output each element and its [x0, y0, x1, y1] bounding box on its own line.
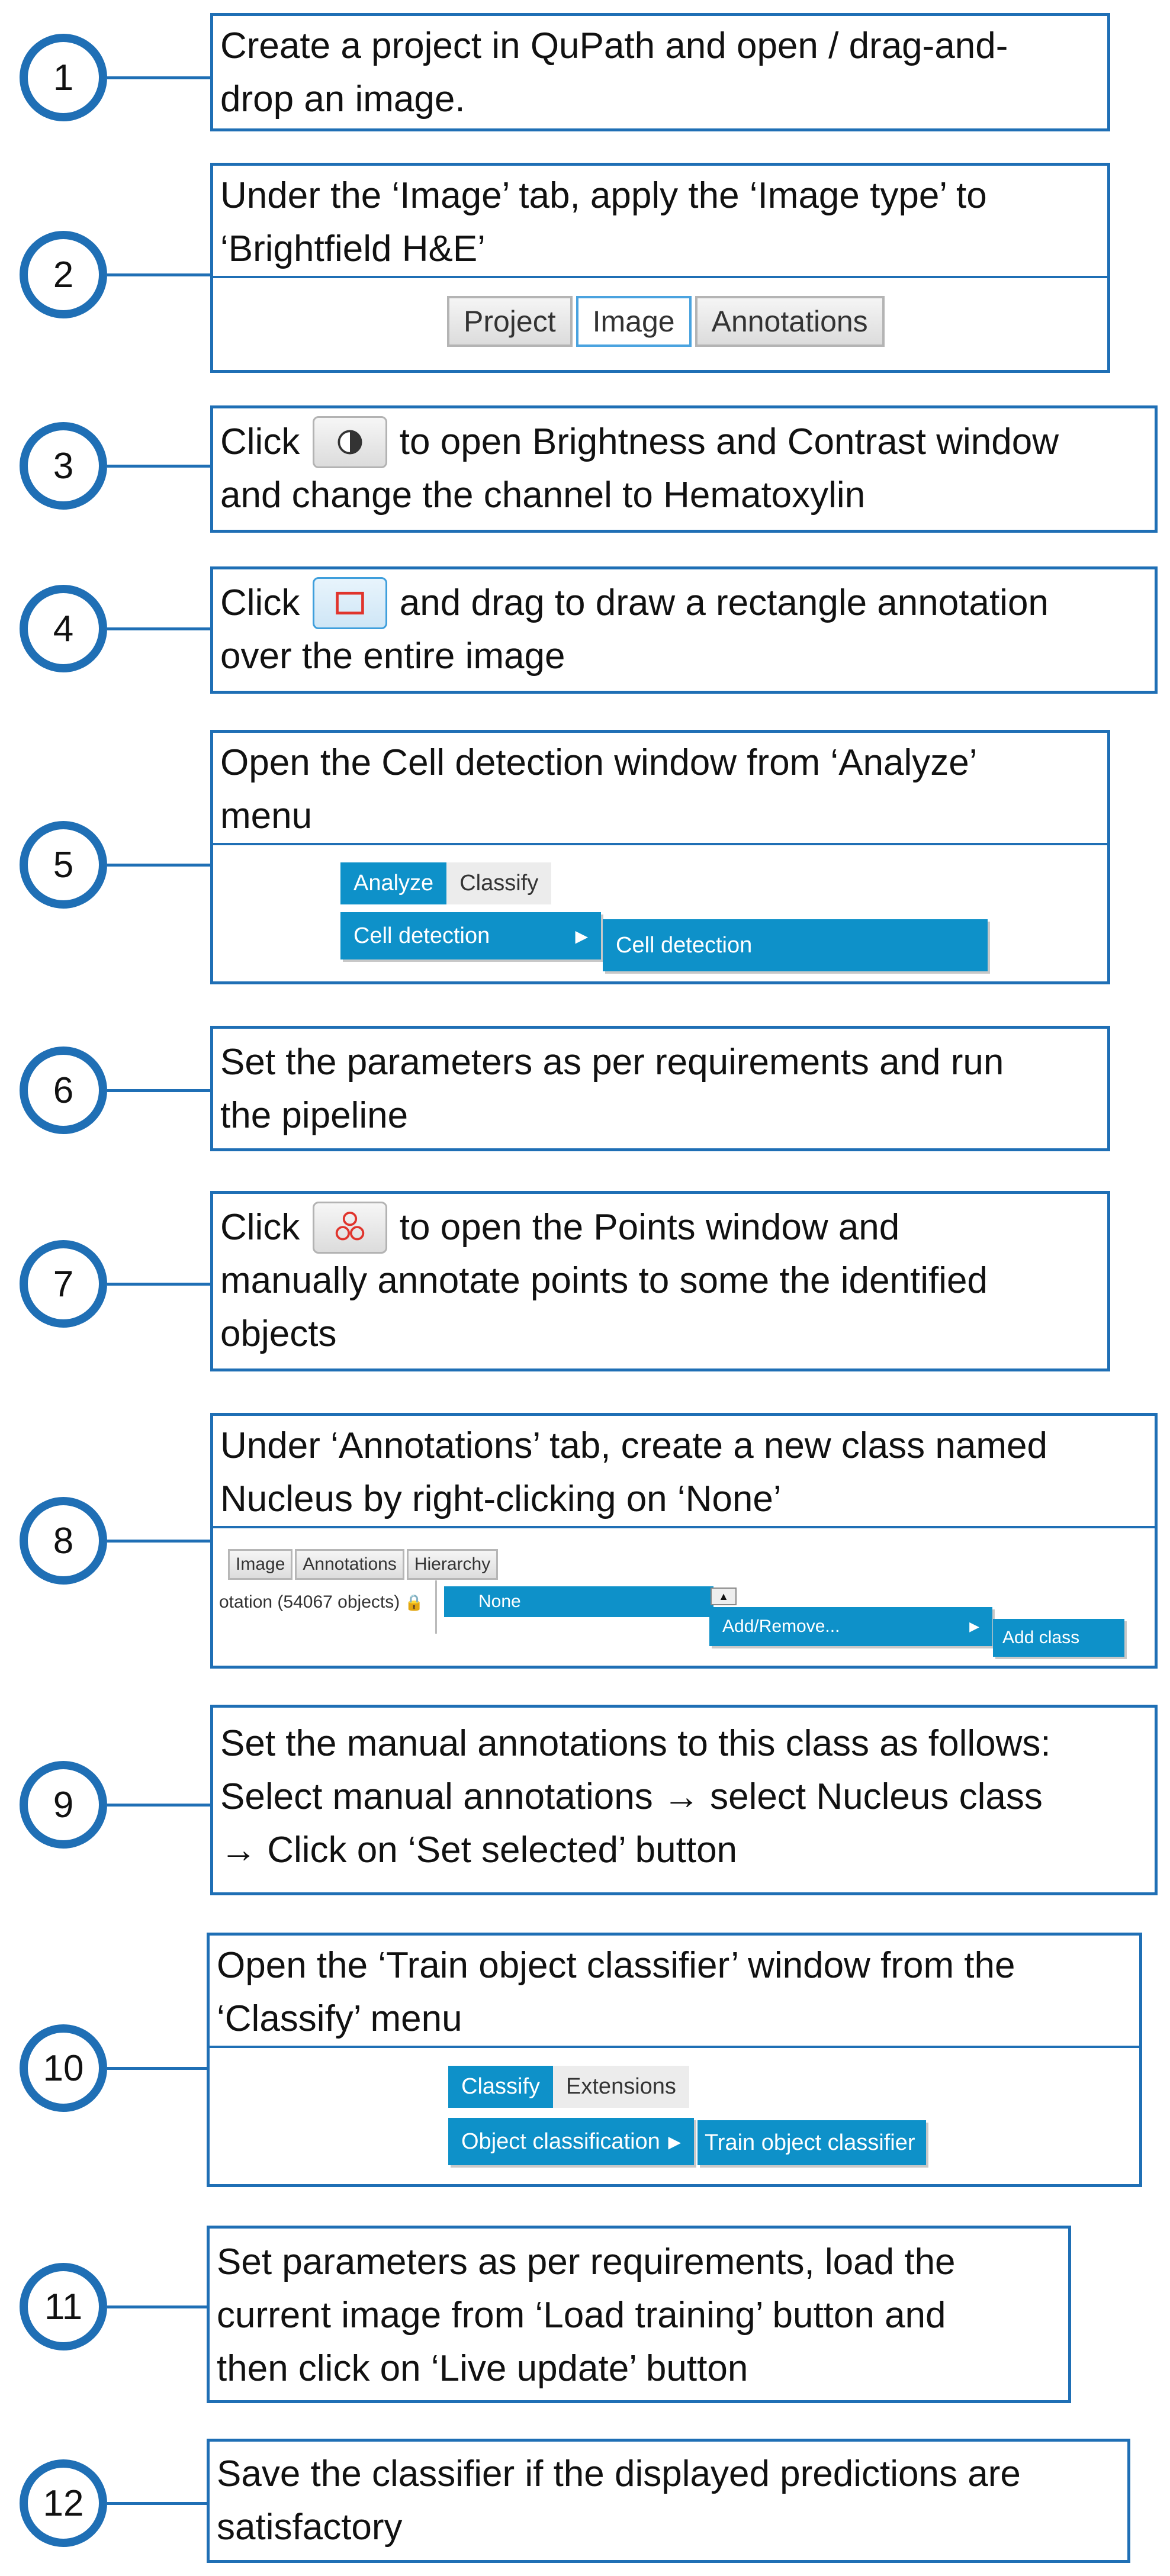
step-6-number: 6 [20, 1046, 107, 1134]
menu-item-add-remove-label: Add/Remove... [722, 1617, 840, 1636]
menu-extensions[interactable]: Extensions [553, 2066, 689, 2108]
step-7-number: 7 [20, 1240, 107, 1328]
step-3-after-icon-text: to open Brightness and Contrast window [399, 421, 1059, 462]
step-6-box [210, 1026, 1110, 1151]
tab-hierarchy[interactable]: Hierarchy [407, 1549, 498, 1580]
step-2-connector [107, 273, 210, 276]
step-12-text-line-2: satisfactory [217, 2507, 403, 2548]
step-1-text-line-1: Create a project in QuPath and open / drag-and- [220, 25, 1008, 66]
step-6-text-line-1: Set the parameters as per requirements and run [220, 1042, 1004, 1083]
annotation-count-text: otation (54067 objects) [219, 1592, 400, 1612]
submenu-arrow-icon: ▶ [575, 926, 588, 945]
tab-annotations[interactable]: Annotations [295, 1549, 404, 1580]
step-9-text-line-1: Set the manual annotations to this class as follows: [220, 1723, 1051, 1764]
menu-item-object-classification[interactable] [448, 2118, 694, 2165]
step-3-number: 3 [20, 422, 107, 510]
menu-classify[interactable]: Classify [448, 2066, 553, 2108]
step-10-text-line-2: ‘Classify’ menu [217, 1998, 462, 2039]
step-8-connector [107, 1540, 210, 1543]
step-7-text-line-1 [213, 1201, 1107, 1254]
step-4-number: 4 [20, 585, 107, 672]
step-3-text-line-2: and change the channel to Hematoxylin [220, 475, 866, 516]
step-7-after-icon-text: to open the Points window and [399, 1207, 900, 1248]
step-12-number: 12 [20, 2459, 107, 2547]
step-5-text-line-1: Open the Cell detection window from ‘Analyze’ [220, 742, 978, 783]
step-9-text-line-3: → Click on ‘Set selected’ button [220, 1830, 738, 1870]
step-10-number: 10 [20, 2024, 107, 2112]
step-7-text-line-2: manually annotate points to some the identified [220, 1260, 988, 1301]
step-4-box [210, 566, 1158, 694]
step-5-text-line-2: menu [220, 796, 313, 836]
step-8-tab-bar [228, 1549, 498, 1580]
tab-annotations[interactable]: Annotations [695, 296, 885, 347]
step-12-text-line-1: Save the classifier if the displayed predictions are [217, 2453, 1021, 2494]
step-6-connector [107, 1089, 210, 1092]
menu-item-add-remove[interactable] [709, 1607, 992, 1646]
submenu-item-cell-detection[interactable] [603, 919, 988, 971]
step-11-text-line-3: then click on ‘Live update’ button [217, 2348, 748, 2389]
step-6-text-line-2: the pipeline [220, 1095, 409, 1136]
class-item-none-label: None [478, 1592, 521, 1611]
step-10-divider [210, 2046, 1139, 2048]
step-5-number: 5 [20, 821, 107, 909]
annotation-count-label [219, 1592, 424, 1612]
step-2-tab-bar [447, 296, 885, 347]
step-12-connector [107, 2502, 207, 2505]
class-item-none[interactable] [444, 1586, 713, 1617]
menu-item-cell-detection-label: Cell detection [353, 923, 490, 948]
step-7-click-label: Click [220, 1207, 300, 1248]
submenu-item-add-class-label: Add class [1002, 1628, 1080, 1647]
step-9-box [210, 1705, 1158, 1895]
scroll-up-icon[interactable]: ▲ [711, 1588, 737, 1605]
step-4-text-line-2: over the entire image [220, 636, 565, 677]
step-11-number: 11 [20, 2263, 107, 2350]
tab-image[interactable]: Image [228, 1549, 292, 1580]
step-5-connector [107, 864, 210, 867]
step-3-box [210, 405, 1158, 533]
step-7-connector [107, 1283, 210, 1286]
brightness-contrast-icon[interactable] [313, 416, 387, 468]
menu-item-object-classification-label: Object classification [461, 2129, 660, 2154]
step-2-number: 2 [20, 231, 107, 318]
points-tool-icon[interactable] [313, 1202, 387, 1254]
vertical-separator [435, 1580, 437, 1634]
step-1-number: 1 [20, 34, 107, 121]
step-3-text-line-1 [213, 416, 1155, 469]
step-8-number: 8 [20, 1497, 107, 1585]
step-1-box [210, 13, 1110, 131]
step-4-click-label: Click [220, 582, 300, 623]
step-2-text-line-2: ‘Brightfield H&E’ [220, 228, 486, 269]
step-4-after-icon-text: and drag to draw a rectangle annotation [399, 582, 1049, 623]
step-5-menubar [340, 862, 551, 904]
step-9-number: 9 [20, 1761, 107, 1849]
step-12-box [207, 2439, 1130, 2563]
step-10-menubar [448, 2066, 689, 2108]
step-9-connector [107, 1804, 210, 1807]
menu-analyze[interactable]: Analyze [340, 862, 446, 904]
menu-classify[interactable]: Classify [446, 862, 551, 904]
rectangle-tool-icon[interactable] [313, 577, 387, 629]
step-2-text-line-1: Under the ‘Image’ tab, apply the ‘Image type’ to [220, 175, 987, 216]
step-7-text-line-3: objects [220, 1313, 337, 1354]
submenu-item-train-object-classifier[interactable] [698, 2120, 926, 2165]
submenu-arrow-icon: ▶ [969, 1619, 979, 1634]
step-10-text-line-1: Open the ‘Train object classifier’ window from the [217, 1945, 1015, 1986]
step-3-click-label: Click [220, 421, 300, 462]
lock-icon: 🔒 [404, 1593, 424, 1611]
step-1-text-line-2: drop an image. [220, 79, 465, 120]
step-3-connector [107, 465, 210, 468]
step-10-connector [107, 2067, 207, 2070]
tab-image[interactable]: Image [576, 296, 692, 347]
step-8-divider [213, 1526, 1155, 1528]
submenu-item-train-object-classifier-label: Train object classifier [705, 2130, 915, 2155]
submenu-item-cell-detection-label: Cell detection [616, 932, 753, 958]
step-9-text-line-2: Select manual annotations → select Nucleus class [220, 1776, 1043, 1817]
step-11-text-line-1: Set parameters as per requirements, load the [217, 2242, 956, 2282]
step-11-box [207, 2226, 1071, 2403]
step-11-text-line-2: current image from ‘Load training’ button and [217, 2295, 946, 2336]
submenu-arrow-icon: ▶ [668, 2132, 681, 2151]
step-11-connector [107, 2305, 207, 2308]
submenu-item-add-class[interactable] [993, 1619, 1124, 1657]
step-4-text-line-1 [213, 577, 1155, 630]
step-7-box [210, 1191, 1110, 1371]
step-8-text-line-2: Nucleus by right-clicking on ‘None’ [220, 1479, 782, 1519]
step-1-connector [107, 76, 210, 79]
menu-item-cell-detection[interactable] [340, 912, 601, 959]
step-8-text-line-1: Under ‘Annotations’ tab, create a new class named [220, 1425, 1047, 1466]
tab-project[interactable]: Project [447, 296, 573, 347]
step-5-divider [213, 843, 1107, 845]
step-2-divider [213, 276, 1107, 278]
step-4-connector [107, 627, 210, 630]
